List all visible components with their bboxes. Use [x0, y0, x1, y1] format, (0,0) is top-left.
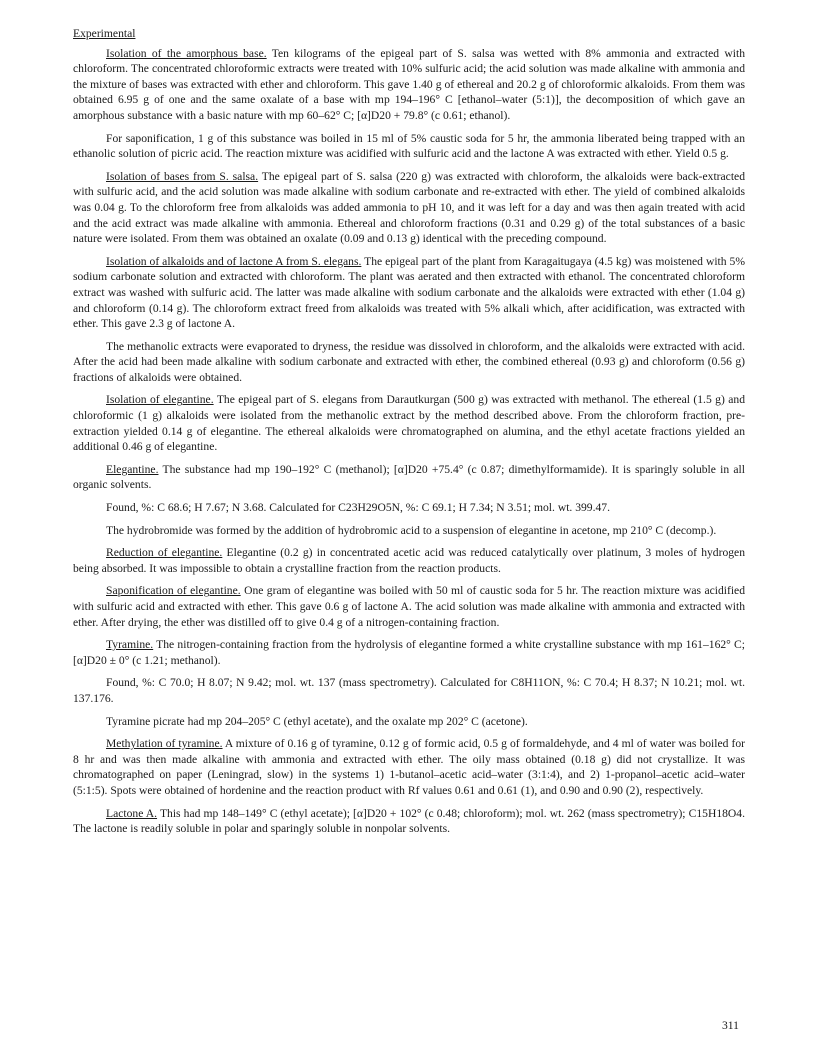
paragraph-title: Saponification of elegantine. [106, 584, 241, 598]
paragraph-title: Isolation of bases from S. salsa. [106, 169, 259, 183]
paragraph-reduction [73, 545, 745, 576]
paragraph-saponification-elegantine [73, 583, 745, 630]
paragraph-methanolic-extracts: The methanolic extracts were evaporated to dryness, the residue was dissolved in chloroform, and the alkaloids were extracted with acid. After the acid had been made alkaline with sodium carbonate and extracted with ether, the combined ethereal (0.93 g) and chloroform (0.56 g) fractions of alkaloids were obtained. [73, 339, 745, 384]
paragraph-title: Elegantine. [106, 462, 159, 476]
paragraph-elegantine [73, 462, 745, 493]
paragraph-text: The epigeal part of S. salsa (220 g) was extracted with chloroform, the alkaloids were back-extracted with sulfuric acid, and the acid solution was made alkaline with sodium carbonate and re-extracted with ether. The yield of combined alkaloids was 0.04 g. To the chloroform free from alkaloids was added ammonia to pH 10, and it was left for a day and was then again treated with acid and the acid extract was made alkaline with ammonia. Ethereal and chloroform fractions (0.31 and 0.29 g) of the total substances of a basic nature were isolated. From them was obtained an oxalate (0.09 and 0.13 g) identical with the preceding compound. [73, 169, 745, 246]
paragraph-bases-salsa [73, 169, 745, 247]
paragraph-title: Isolation of alkaloids and of lactone A from S. elegans. [106, 254, 362, 268]
paragraph-methylation [73, 736, 745, 798]
paragraph-text: One gram of elegantine was boiled with 50 ml of caustic soda for 5 hr. The reaction mixture was acidified with sulfuric acid and extracted with ether. This gave 0.6 g of lactone A. The acid solution was made alkaline with ammonia and extracted with ether. After drying, the ether was distilled off to give 0.4 g of a nitrogen-containing fraction. [73, 584, 746, 629]
paragraph-title: Isolation of the amorphous base. [106, 46, 267, 60]
paragraph-text: The epigeal part of S. elegans from Darautkurgan (500 g) was extracted with methanol. The ethereal (1.5 g) and chloroformic (1 g) alkaloids were isolated from the methanolic extract by the method described above. From the chloroform fraction, pre-extraction yielded 0.14 g of elegantine. The ethereal alkaloids were chromatographed on alumina, and the ethyl acetate fractions yielded an additional 0.46 g of elegantine. [73, 393, 745, 454]
paragraph-amorphous-base [73, 46, 745, 124]
paragraph-title: Reduction of elegantine. [106, 546, 223, 560]
page-content [73, 26, 745, 844]
paragraph-text: The substance had mp 190–192° C (methanol); [α]D20 +75.4° (c 0.87; dimethylformamide). It is sparingly soluble in all organic solvents. [73, 462, 745, 492]
paragraph-title: Isolation of elegantine. [106, 393, 214, 407]
section-heading: Experimental [73, 27, 136, 40]
paragraph-text: The nitrogen-containing fraction from the hydrolysis of elegantine formed a white crystalline substance with mp 161–162° C; [α]D20 ± 0° (c 1.21; methanol). [73, 638, 745, 667]
paragraph-hydrobromide: The hydrobromide was formed by the addition of hydrobromic acid to a suspension of elegantine in acetone, mp 210° C (decomp.). [106, 523, 717, 537]
paragraph-text: Elegantine (0.2 g) in concentrated acetic acid was reduced catalytically over platinum, 3 moles of hydrogen being absorbed. It was impossible to obtain a crystalline fraction from the reaction products. [73, 546, 745, 575]
paragraph-title: Tyramine. [106, 638, 154, 652]
paragraph-alkaloids-elegans [73, 254, 745, 332]
paragraph-saponification: For saponification, 1 g of this substance was boiled in 15 ml of 5% caustic soda for 5 hr, the ammonia liberated being trapped with an ethanolic solution of picric acid. The reaction mixture was acidified with sulfuric acid and the lactone A was extracted with ether. Yield 0.5 g. [73, 131, 745, 161]
paragraph-text: Ten kilograms of the epigeal part of S. salsa was wetted with 8% ammonia and extracted with chloroform. The concentrated chloroformic extracts were treated with 10% sulfuric acid; the acid solution was made alkaline with ammonia and the mixture of bases was extracted with ether and chloroform. This gave 1.40 g of ethereal and 20.2 g of chloroformic alkaloids. From them was obtained 6.95 g of one and the same oxalate of a base with mp 194–196° C [ethanol–water (5:1)], the decomposition of which gave an amorphous substance with a basic nature with mp 60–62° C; [α]D20 + 79.8° (c 0.61; ethanol). [73, 46, 746, 122]
paragraph-tyramine [73, 637, 745, 668]
paragraph-tyramine-picrate: Tyramine picrate had mp 204–205° C (ethyl acetate), and the oxalate mp 202° C (acetone). [106, 714, 528, 728]
paragraph-isolation-elegantine [73, 392, 745, 454]
paragraph-title: Lactone A. [106, 806, 158, 820]
paragraph-text: The epigeal part of the plant from Karagaitugaya (4.5 kg) was moistened with 5% sodium carbonate solution and extracted with chloroform. The plant was aerated and then extracted with ethanol. The concentrated chloroform extract was washed with sulfuric acid. The latter was made alkaline with sodium carbonate and the alkaloids were extracted with ether (1.04 g) and chloroform (0.14 g). The chloroform extract freed from alkaloids was treated with 5% alkali which, after acidification, was extracted with ether. This gave 2.3 g of lactone A. [73, 254, 745, 331]
page-number: 311 [722, 1019, 739, 1032]
paragraph-title: Methylation of tyramine. [106, 737, 223, 751]
paragraph-tyramine-analysis: Found, %: C 70.0; H 8.07; N 9.42; mol. wt. 137 (mass spectrometry). Calculated for C8H11ON, %: C 70.4; H 8.37; N 10.21; mol. wt. 137.176. [73, 676, 745, 705]
paragraph-lactone-a [73, 806, 745, 837]
paragraph-text: This had mp 148–149° C (ethyl acetate); [α]D20 + 102° (c 0.48; chloroform); mol. wt. 262 (mass spectrometry); C15H18O4. The lactone is readily soluble in polar and sparingly soluble in nonpolar solvents. [73, 806, 745, 836]
paragraph-elegantine-analysis: Found, %: C 68.6; H 7.67; N 3.68. Calculated for C23H29O5N, %: C 69.1; H 7.34; N 3.51; mol. wt. 399.47. [106, 501, 610, 515]
paragraph-text: A mixture of 0.16 g of tyramine, 0.12 g of formic acid, 0.5 g of formaldehyde, and 4 ml of water was boiled for 8 hr and was then made alkaline with ammonia and extracted with ether. The oily mass obtained (0.18 g) did not crystallize. It was chromatographed on paper (Leningrad, slow) in the systems 1) 1-butanol–acetic acid–water (3:1:4), and 2) 1-propanol–acetic acid–water (5:1:5). Spots were obtained of hordenine and the reaction product with Rf values 0.61 and 0.61 (1), and 0.90 and 0.90 (2), respectively. [73, 737, 746, 797]
